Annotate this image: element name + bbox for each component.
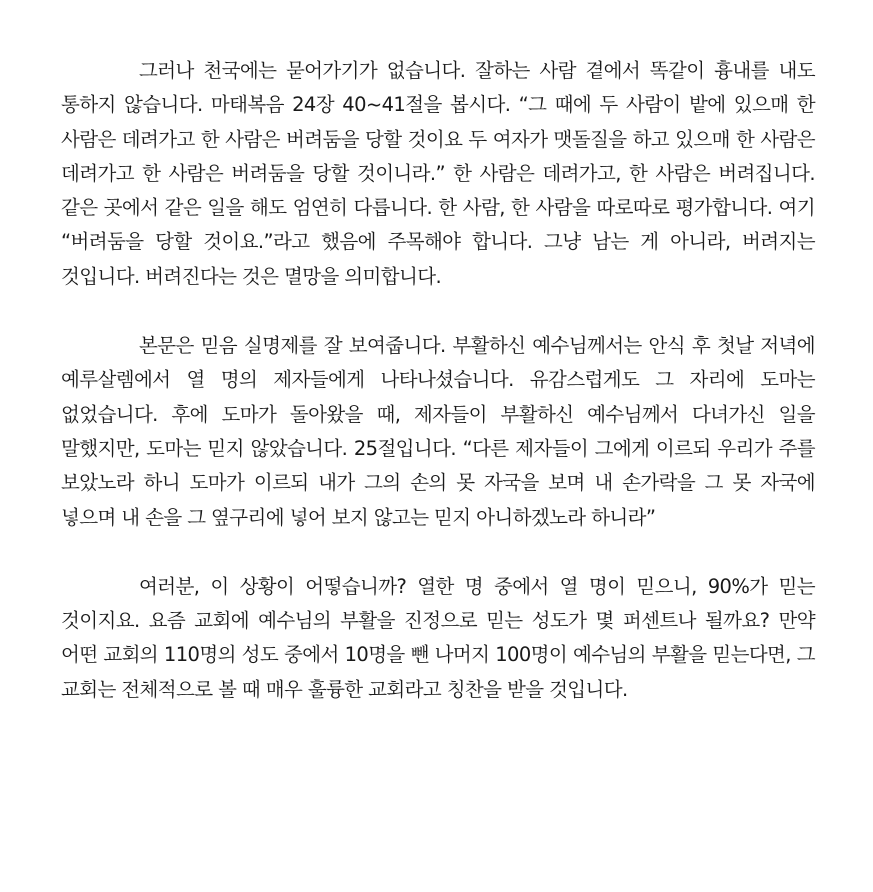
paragraph-1: 그러나 천국에는 묻어가기가 없습니다. 잘하는 사람 곁에서 똑같이 흉내를 내도 통하지 않습니다. 마태복음 24장 40~41절을 봅시다. “그 때에 두 사람이 밭에 있으매 한 사람은 데려가고 한 사람은 버려둠을 당할 것이요 두 여자가 맷돌질을 하고 있으매 한 사람은 데려가고 한 사람은 버려둠을 당할 것이니라.” 한 사람은 데려가고, 한 사람은 버려집니다. 같은 곳에서 같은 일을 해도 엄연히 다릅니다. 한 사람, 한 사람을 따로따로 평가합니다. 여기 “버려둠을 당할 것이요.”라고 했음에 주목해야 합니다. 그냥 남는 게 아니라, 버려지는 것입니다. 버려진다는 것은 멸망을 의미합니다. [61,59,815,288]
paragraph-2: 본문은 믿음 실명제를 잘 보여줍니다. 부활하신 예수님께서는 안식 후 첫날 저녁에 예루살렘에서 열 명의 제자들에게 나타나셨습니다. 유감스럽게도 그 자리에 도마는 없었습니다. 후에 도마가 돌아왔을 때, 제자들이 부활하신 예수님께서 다녀가신 일을 말했지만, 도마는 믿지 않았습니다. 25절입니다. “다른 제자들이 그에게 이르되 우리가 주를 보았노라 하니 도마가 이르되 내가 그의 손의 못 자국을 보며 내 손가락을 그 못 자국에 넣으며 내 손을 그 옆구리에 넣어 보지 않고는 믿지 아니하겠노라 하니라” [61,334,815,529]
paragraph-3: 여러분, 이 상황이 어떻습니까? 열한 명 중에서 열 명이 믿으니, 90%가 믿는 것이지요. 요즘 교회에 예수님의 부활을 진정으로 믿는 성도가 몇 퍼센트나 될까요? 만약 어떤 교회의 110명의 성도 중에서 10명을 뺀 나머지 100명이 예수님의 부활을 믿는다면, 그 교회는 전체적으로 볼 때 매우 훌륭한 교회라고 칭찬을 받을 것입니다. [61,574,815,701]
